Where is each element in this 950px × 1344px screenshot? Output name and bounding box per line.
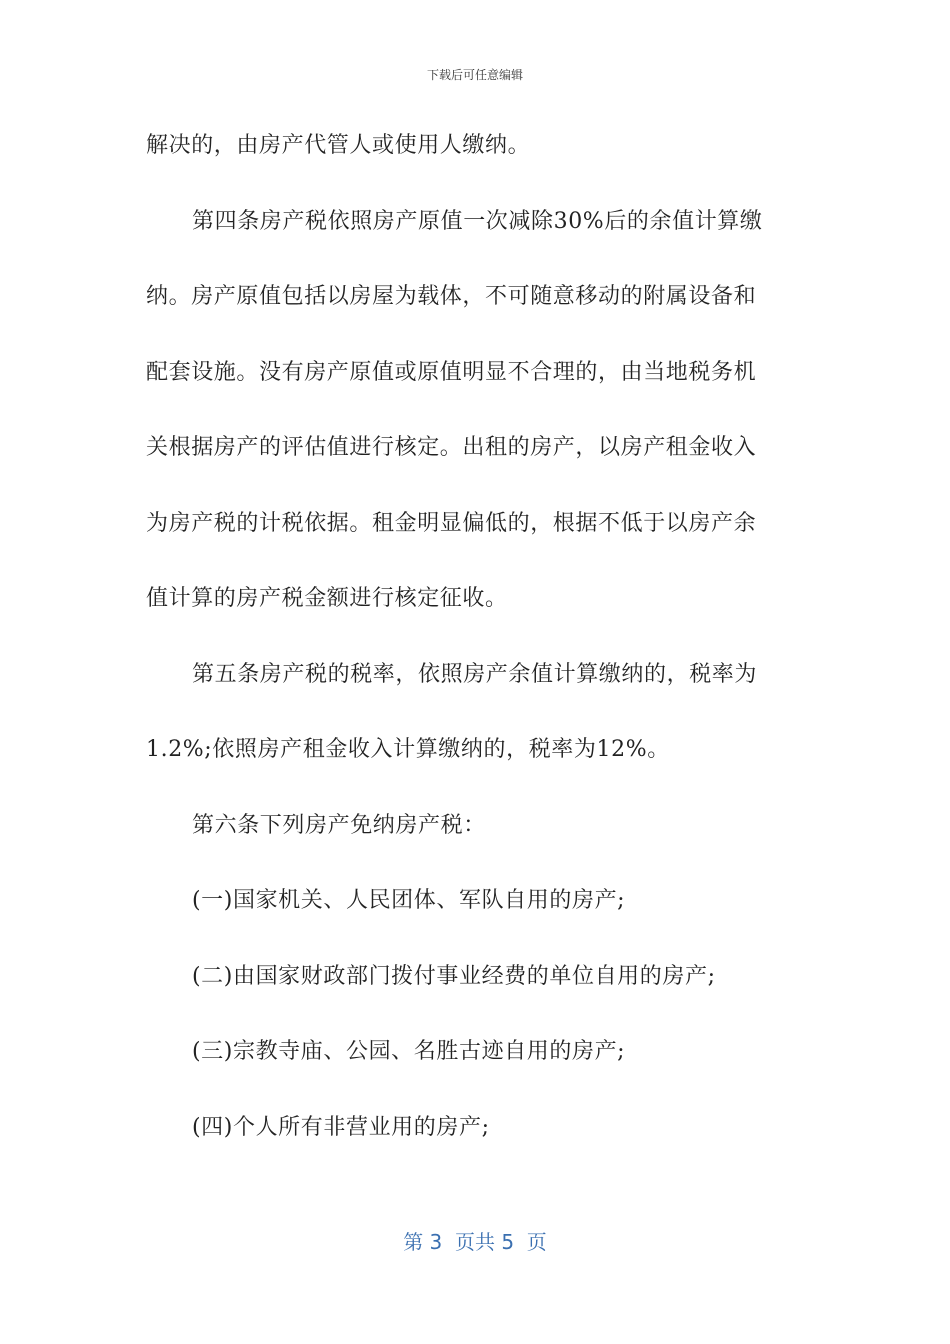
text-line: 配套设施。没有房产原值或原值明显不合理的，由当地税务机 [146, 359, 757, 385]
text-line: 解决的，由房产代管人或使用人缴纳。 [146, 133, 531, 158]
text-line: 第四条房产税依照房产原值一次减除30%后的余值计算缴 [192, 208, 763, 234]
text-line: (四)个人所有非营业用的房产; [192, 1114, 490, 1140]
text-line: (二)由国家财政部门拨付事业经费的单位自用的房产; [192, 963, 716, 989]
page-header: 下载后可任意编辑 [426, 68, 523, 82]
text-line: 第五条房产税的税率，依照房产余值计算缴纳的，税率为 [192, 661, 758, 687]
text-line: 关根据房产的评估值进行核定。出租的房产，以房产租金收入 [146, 435, 757, 460]
page-number-footer: 第 3 页共 5 页 [403, 1230, 547, 1254]
text-line: (一)国家机关、人民团体、军队自用的房产; [192, 888, 626, 913]
text-line: (三)宗教寺庙、公园、名胜古迹自用的房产; [192, 1039, 626, 1064]
document-body [146, 126, 806, 1183]
text-line: 1.2%;依照房产租金收入计算缴纳的，税率为12%。 [146, 737, 670, 762]
text-line: 值计算的房产税金额进行核定征收。 [146, 586, 508, 611]
text-line: 纳。房产原值包括以房屋为载体，不可随意移动的附属设备和 [146, 284, 757, 309]
text-line: 为房产税的计税依据。租金明显偏低的，根据不低于以房产余 [146, 510, 757, 536]
text-line: 第六条下列房产免纳房产税： [192, 812, 486, 838]
